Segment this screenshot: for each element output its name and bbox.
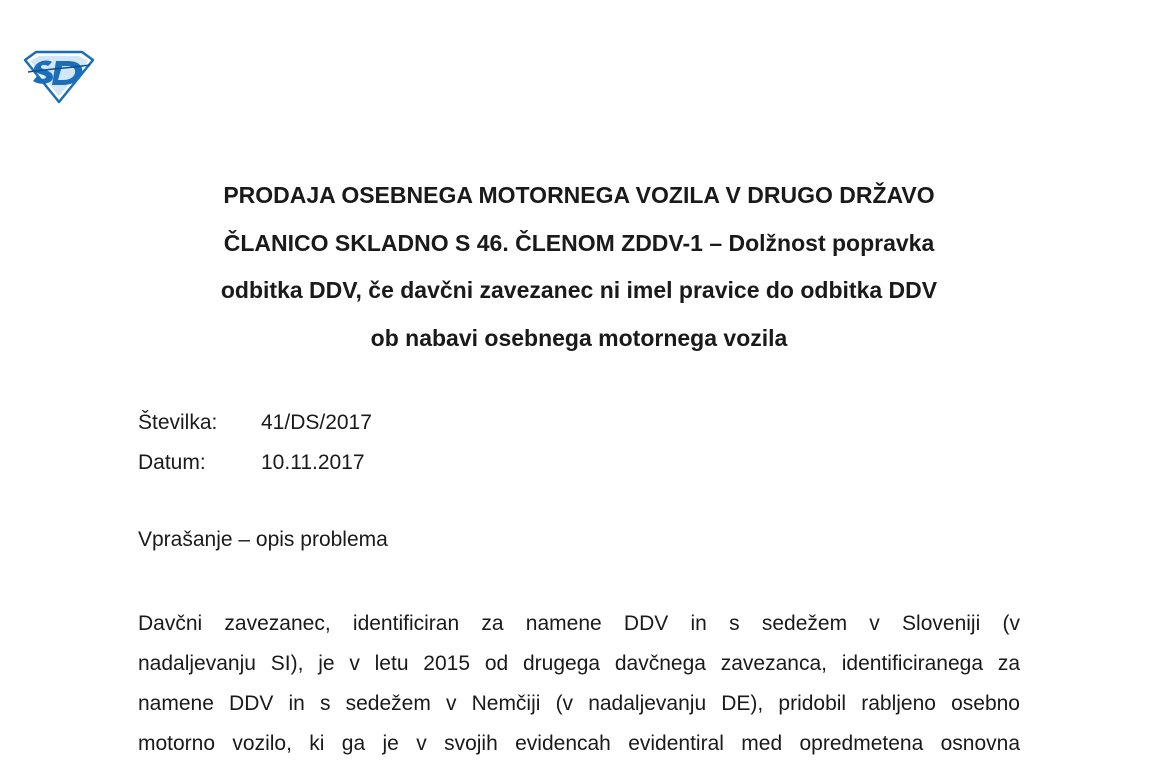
paragraph-line: nadaljevanju SI), je v letu 2015 od drugega davčnega zavezanca, identificiranega za bbox=[138, 652, 1020, 675]
paragraph-line: namene DDV in s sedežem v Nemčiji (v nadaljevanju DE), pridobil rabljeno osebno bbox=[138, 692, 1020, 715]
date-value: 10.11.2017 bbox=[261, 451, 365, 474]
number-row bbox=[138, 403, 372, 443]
paragraph-line: Davčni zavezanec, identificiran za namene DDV in s sedežem v Sloveniji (v bbox=[138, 612, 1020, 635]
company-logo bbox=[22, 48, 96, 104]
number-value: 41/DS/2017 bbox=[261, 411, 372, 434]
title-line: ČLANICO SKLADNO S 46. ČLENOM ZDDV-1 – Dolžnost popravka bbox=[223, 229, 935, 256]
document-title bbox=[138, 172, 1020, 362]
section-heading: Vprašanje – opis problema bbox=[138, 528, 388, 551]
paragraph-line: motorno vozilo, ki ga je v svojih evidencah evidentiral med opredmetena osnovna bbox=[138, 732, 1020, 755]
date-label: Datum: bbox=[138, 451, 206, 474]
document-meta bbox=[138, 403, 372, 483]
title-line: ob nabavi osebnega motornega vozila bbox=[370, 324, 788, 351]
title-line: odbitka DDV, če davčni zavezanec ni imel pravice do odbitka DDV bbox=[220, 277, 938, 303]
title-line: PRODAJA OSEBNEGA MOTORNEGA VOZILA V DRUGO DRŽAVO bbox=[223, 182, 935, 208]
date-row bbox=[138, 443, 372, 483]
number-label: Številka: bbox=[138, 411, 218, 434]
body-paragraph bbox=[138, 604, 1020, 764]
